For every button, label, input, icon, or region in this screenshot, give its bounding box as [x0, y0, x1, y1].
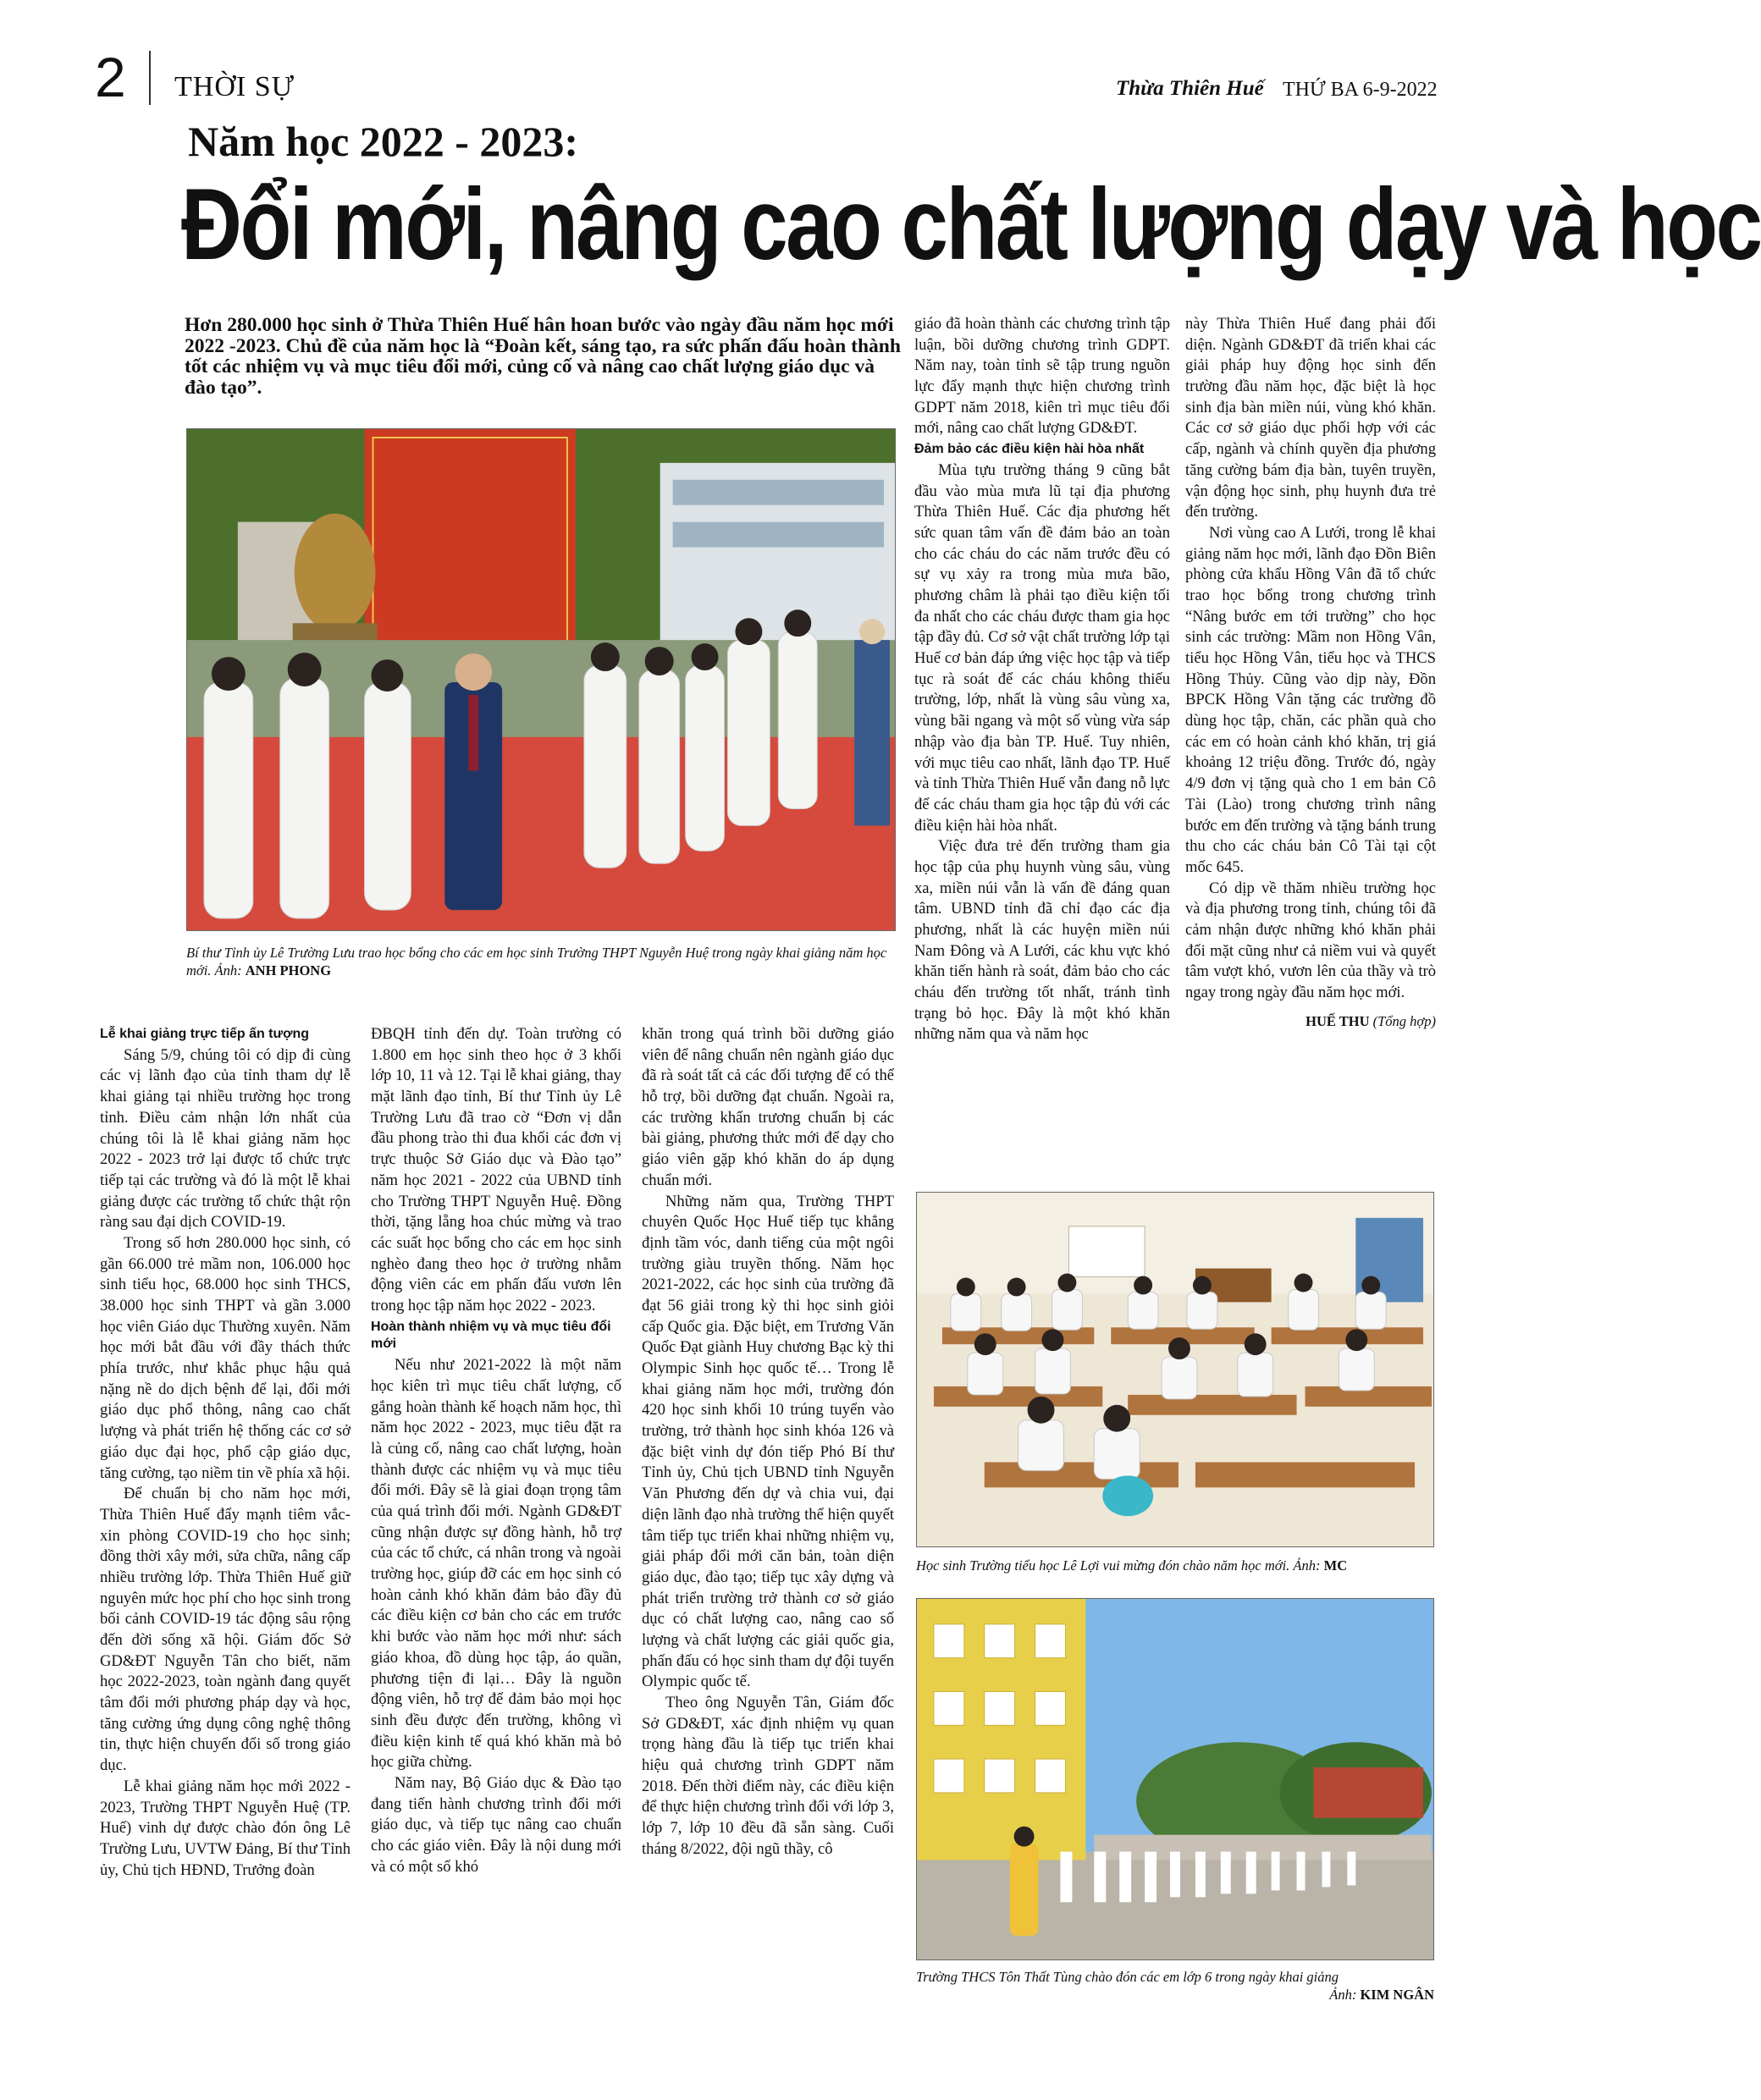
paragraph: Theo ông Nguyễn Tân, Giám đốc Sở GD&ĐT, xác định nhiệm vụ quan trọng hàng đầu là tiếp tục triển khai hiệu quả chương trình GDPT năm 2018. Đến thời điểm này, các điều kiện để thực hiện chương trình đổi với lớp 3, lớp 7, lớp 10 đều đã sẵn sàng. Cuối tháng 8/2022, đội ngũ thầy, cô	[642, 1694, 894, 1858]
byline-name: HUẾ THU	[1306, 1012, 1370, 1029]
school-illustration	[917, 1599, 1433, 1959]
photo-classroom	[916, 1192, 1434, 1547]
caption-school	[916, 1969, 1434, 2004]
page-number: 2	[95, 46, 126, 108]
caption-ceremony	[186, 945, 897, 979]
paragraph: Nơi vùng cao A Lưới, trong lễ khai giảng năm học mới, lãnh đạo Đồn Biên phòng cửa khẩu Hồng Vân đã tổ chức trao học bổng trong chương trình “Nâng bước em tới trường” cho học sinh các trường: Mầm non Hồng Vân, tiểu học Hồng Vân, tiểu học và THCS Hồng Thủy. Cũng vào dịp này, Đồn BPCK Hồng Vân tặng các trường đồ dùng học tập, chăn, các phần quà cho các em có hoàn cảnh khó khăn, trị giá khoảng 12 triệu đồng. Trước đó, ngày 4/9 đơn vị tặng quà cho 1 em bản Cô Tài (Lào) trong chương trình nâng bước em đến trường và tặng bánh trung thu cho các cháu bản Cô Tài tại cột mốc 645.	[1185, 523, 1436, 876]
column-bottom-1	[100, 1024, 351, 1881]
caption-classroom-credit: MC	[1323, 1557, 1348, 1574]
paragraph: giáo đã hoàn thành các chương trình tập luận, bồi dưỡng chương trình GDPT. Năm nay, toàn tỉnh sẽ tập trung nguồn lực đẩy mạnh thực hiện chương trình GDPT năm 2018, kiên trì mục tiêu đổi mới, nâng cao chất lượng GD&ĐT.	[914, 315, 1170, 438]
photo-ceremony	[186, 428, 896, 931]
kicker: Năm học 2022 - 2023:	[188, 118, 579, 165]
headline: Đổi mới, nâng cao chất lượng dạy và học	[181, 168, 1761, 281]
issue-date: THỨ BA 6-9-2022	[1283, 79, 1438, 101]
byline-note: (Tổng hợp)	[1372, 1012, 1436, 1029]
caption-ceremony-credit: ANH PHONG	[245, 962, 332, 978]
column-top-1	[914, 314, 1170, 1045]
subheading: Đảm bảo các điều kiện hài hòa nhất	[914, 442, 1145, 457]
paragraph: Sáng 5/9, chúng tôi có dịp đi cùng các vị lãnh đạo của tỉnh tham dự lễ khai giảng tại nhiều trường học trong tỉnh. Điều cảm nhận lớn nhất của chúng tôi là lễ khai giảng năm học 2022 - 2023 trở lại được tổ chức trực tiếp tại các trường và đó là một lễ khai giảng được các trường tổ chức thật rộn ràng sau đại dịch COVID-19.	[100, 1045, 351, 1232]
caption-ceremony-text: Bí thư Tỉnh ủy Lê Trường Lưu trao học bổng cho các em học sinh Trường THPT Nguyễn Huệ trong ngày khai giảng năm học mới. Ảnh:	[186, 945, 887, 978]
paragraph: Để chuẩn bị cho năm học mới, Thừa Thiên Huế đẩy mạnh tiêm vắc-xin phòng COVID-19 cho học sinh; đồng thời xây mới, sửa chữa, nâng cấp nhiều trường lớp. Thừa Thiên Huế giữ nguyên mức học phí cho học sinh trong bối cảnh COVID-19 tác động sâu rộng đến đời sống xã hội. Giám đốc Sở GD&ĐT Nguyễn Tân cho biết, năm học 2022-2023, toàn ngành đang quyết tâm đổi mới phương pháp dạy và học, tăng cường ứng dụng công nghệ thông tin, thực hiện chuyển đổi số trong giáo dục.	[100, 1485, 351, 1775]
paragraph: Trong số hơn 280.000 học sinh, có gần 66.000 trẻ mầm non, 106.000 học sinh tiểu học, 68.000 học sinh THCS, 38.000 học sinh THPT và gần 3.000 học viên Giáo dục Thường xuyên. Năm học mới bắt đầu với đầy thách thức phía trước, như khắc phục hậu quả nặng nề do dịch bệnh để lại, đổi mới giáo dục phổ thông, nâng cao chất lượng và phát triển hệ thống các cơ sở giáo dục đại học, phổ cập giáo dục, tăng cường, tạo niềm tin về phía xã hội.	[100, 1233, 351, 1482]
paragraph: khăn trong quá trình bồi dưỡng giáo viên để nâng chuẩn nên ngành giáo dục đã rà soát tất cả các đối tượng để có thể hỗ trợ, bồi dưỡng đạt chuẩn. Ngoài ra, các trường khẩn trương chuẩn bị các bài giảng, phương thức mới để dạy cho giáo viên gặp khó khăn do áp dụng chuẩn mới.	[642, 1025, 894, 1189]
ceremony-illustration	[187, 429, 895, 930]
photo-school	[916, 1598, 1434, 1960]
paragraph: Những năm qua, Trường THPT chuyên Quốc Học Huế tiếp tục khẳng định tầm vóc, danh tiếng của một ngôi trường giàu truyền thống. Năm học 2021-2022, các học sinh của trường đã đạt 56 giải trong kỳ thi học sinh giỏi cấp Quốc gia. Đặc biệt, em Trương Văn Quốc Đạt giành Huy chương Bạc kỳ thi Olympic Sinh học quốc tế… Trong lễ khai giảng năm học mới, trường đón 420 học sinh khối 10 trúng tuyển vào trường, trở thành học sinh khóa 126 và đặc biệt vinh dự đón tiếp Phó Bí thư Tỉnh ủy, Chủ tịch UBND tỉnh Nguyễn Văn Phương đến dự và chia vui, đại diện lãnh đạo nhà trường thể hiện quyết tâm tiếp tục triển khai những nhiệm vụ, giải pháp đổi mới căn bản, toàn diện giáo dục, đào tạo; tiếp tục xây dựng và phát triển trường trở thành cơ sở giáo dục có chất lượng cao, nâng cao số lượng và chất lượng các giải quốc gia, phấn đấu có học sinh tham dự đội tuyển Olympic quốc tế.	[642, 1192, 894, 1691]
caption-classroom	[916, 1557, 1434, 1575]
caption-school-text: Trường THCS Tôn Thất Tùng chào đón các em lớp 6 trong ngày khai giảng	[916, 1969, 1339, 1985]
paragraph: này Thừa Thiên Huế đang phải đối diện. Ngành GD&ĐT đã triển khai các giải pháp huy động học sinh đến trường đầu năm học, đặc biệt là học sinh địa bàn miền núi, vùng khó khăn. Các cơ sở giáo dục phối hợp với các cấp, ngành và chính quyền địa phương tăng cường bám địa bàn, tuyên truyền, vận động học sinh, phụ huynh đưa trẻ đến trường.	[1185, 315, 1436, 521]
classroom-illustration	[917, 1193, 1433, 1546]
subheading: Lễ khai giảng trực tiếp ấn tượng	[100, 1027, 310, 1041]
paragraph: Có dịp về thăm nhiều trường học và địa phương trong tỉnh, chúng tôi đã cảm nhận được những khó khăn phải đối mặt cũng như cả niềm vui và quyết tâm vượt khó, vươn lên của thầy và trò ngay trong ngày đầu năm học mới.	[1185, 879, 1436, 1001]
byline	[1185, 1012, 1436, 1031]
caption-school-credit-line	[916, 1987, 1434, 2004]
lead-paragraph: Hơn 280.000 học sinh ở Thừa Thiên Huế hân hoan bước vào ngày đầu năm học mới 2022 -2023. Chủ đề của năm học là “Đoàn kết, sáng tạo, ra sức phấn đấu hoàn thành tốt các nhiệm vụ và mục tiêu đổi mới, củng cố và nâng cao chất lượng giáo dục và đào tạo”.	[185, 314, 901, 400]
paragraph: Lễ khai giảng năm học mới 2022 - 2023, Trường THPT Nguyễn Huệ (TP. Huế) vinh dự được chào đón ông Lê Trường Lưu, UVTW Đảng, Bí thư Tỉnh ủy, Chủ tịch HĐND, Trưởng đoàn	[100, 1777, 351, 1879]
caption-school-credit-prefix: Ảnh:	[1329, 1986, 1357, 2003]
paragraph: Mùa tựu trường tháng 9 cũng bắt đầu vào mùa mưa lũ tại địa phương Thừa Thiên Huế. Các địa phương hết sức quan tâm vấn đề đảm bảo an toàn cho các cháu do các năm trước đều có sự vụ xảy ra trong mùa mưa bão, phương châm là phải tạo điều kiện tối đa nhất cho các cháu được tham gia học tập đầy đủ. Cơ sở vật chất trường lớp tại Huế cơ bản đáp ứng việc học tập và tiếp tục rà soát để các cháu không thiếu trường, lớp, nhất là vùng sâu vùng xa, vùng bãi ngang và một số vùng vừa sáp nhập vào địa bàn TP. Huế. Tuy nhiên, với mục tiêu cao nhất, lãnh đạo TP. Huế và tỉnh Thừa Thiên Huế vẫn đang nỗ lực để các cháu tham gia học tập đủ với các điều kiện hài hòa nhất.	[914, 460, 1170, 835]
paragraph: Nếu như 2021-2022 là một năm học kiên trì mục tiêu chất lượng, cố gắng hoàn thành kế hoạch năm học, thì năm học 2022 - 2023, mục tiêu đặt ra là củng cố, nâng cao chất lượng, hoàn thành được các nhiệm vụ và mục tiêu đổi mới. Đây sẽ là giai đoạn trọng tâm của quá trình đổi mới. Ngành GD&ĐT cũng nhận được sự đồng hành, hỗ trợ của các tổ chức, cá nhân trong và ngoài trường học, giúp đỡ các em học sinh có hoàn cảnh khó khăn đảm bảo đầy đủ các điều kiện cơ bản cho các em trước khi bước vào năm học mới như: sách giáo khoa, đồ dùng học tập, áo quần, phương tiện đi lại… Đây là nguồn động viên, hỗ trợ để đảm bảo mọi học sinh đều được đến trường, không vì điều kiện kinh tế quá khó khăn mà bỏ học giữa chừng.	[371, 1356, 621, 1772]
paragraph: Việc đưa trẻ đến trường tham gia học tập của phụ huynh vùng sâu, vùng xa, miền núi vẫn là vấn đề đáng quan tâm. UBND tỉnh đã chỉ đạo các địa phương, nhất là các huyện miền núi Nam Đông và A Lưới, các khu vực khó khăn tiến hành rà soát, đảm bảo cho các cháu đến trường tốt nhất, tránh tình trạng bỏ học. Đây là một khó khăn những năm qua và năm học	[914, 837, 1170, 1044]
subheading: Hoàn thành nhiệm vụ và mục tiêu đổi mới	[371, 1319, 611, 1352]
section-label: THỜI SỰ	[174, 71, 295, 102]
column-bottom-3	[642, 1024, 894, 1860]
caption-school-credit: KIM NGÂN	[1360, 1986, 1434, 2003]
column-top-2	[1185, 314, 1436, 1031]
paragraph: ĐBQH tỉnh đến dự. Toàn trường có 1.800 em học sinh theo học ở 3 khối lớp 10, 11 và 12. Tại lễ khai giảng, thay mặt lãnh đạo tỉnh, Bí thư Tỉnh ủy Lê Trường Lưu đã trao cờ “Đơn vị dẫn đầu phong trào thi đua khối các đơn vị trực thuộc Sở Giáo dục và Đào tạo” năm học 2021 - 2022 của UBND tỉnh cho Trường THPT Nguyễn Huệ. Đồng thời, tặng lẵng hoa chúc mừng và trao các suất học bổng cho các em học sinh nghèo đang theo học ở trường nhằm động viên các em phấn đấu vươn lên trong học tập năm học 2022 - 2023.	[371, 1025, 621, 1315]
paragraph: Năm nay, Bộ Giáo dục & Đào tạo đang tiến hành chương trình đổi mới giáo dục, và tiếp tục nâng cao chuẩn cho các giáo viên. Đây là nội dung mới và có một số khó	[371, 1773, 621, 1876]
caption-classroom-text: Học sinh Trường tiểu học Lê Lợi vui mừng đón chào năm học mới. Ảnh:	[916, 1557, 1321, 1574]
paper-name: Thừa Thiên Huế	[1116, 77, 1264, 100]
column-bottom-2	[371, 1024, 621, 1877]
header-divider	[149, 51, 151, 105]
